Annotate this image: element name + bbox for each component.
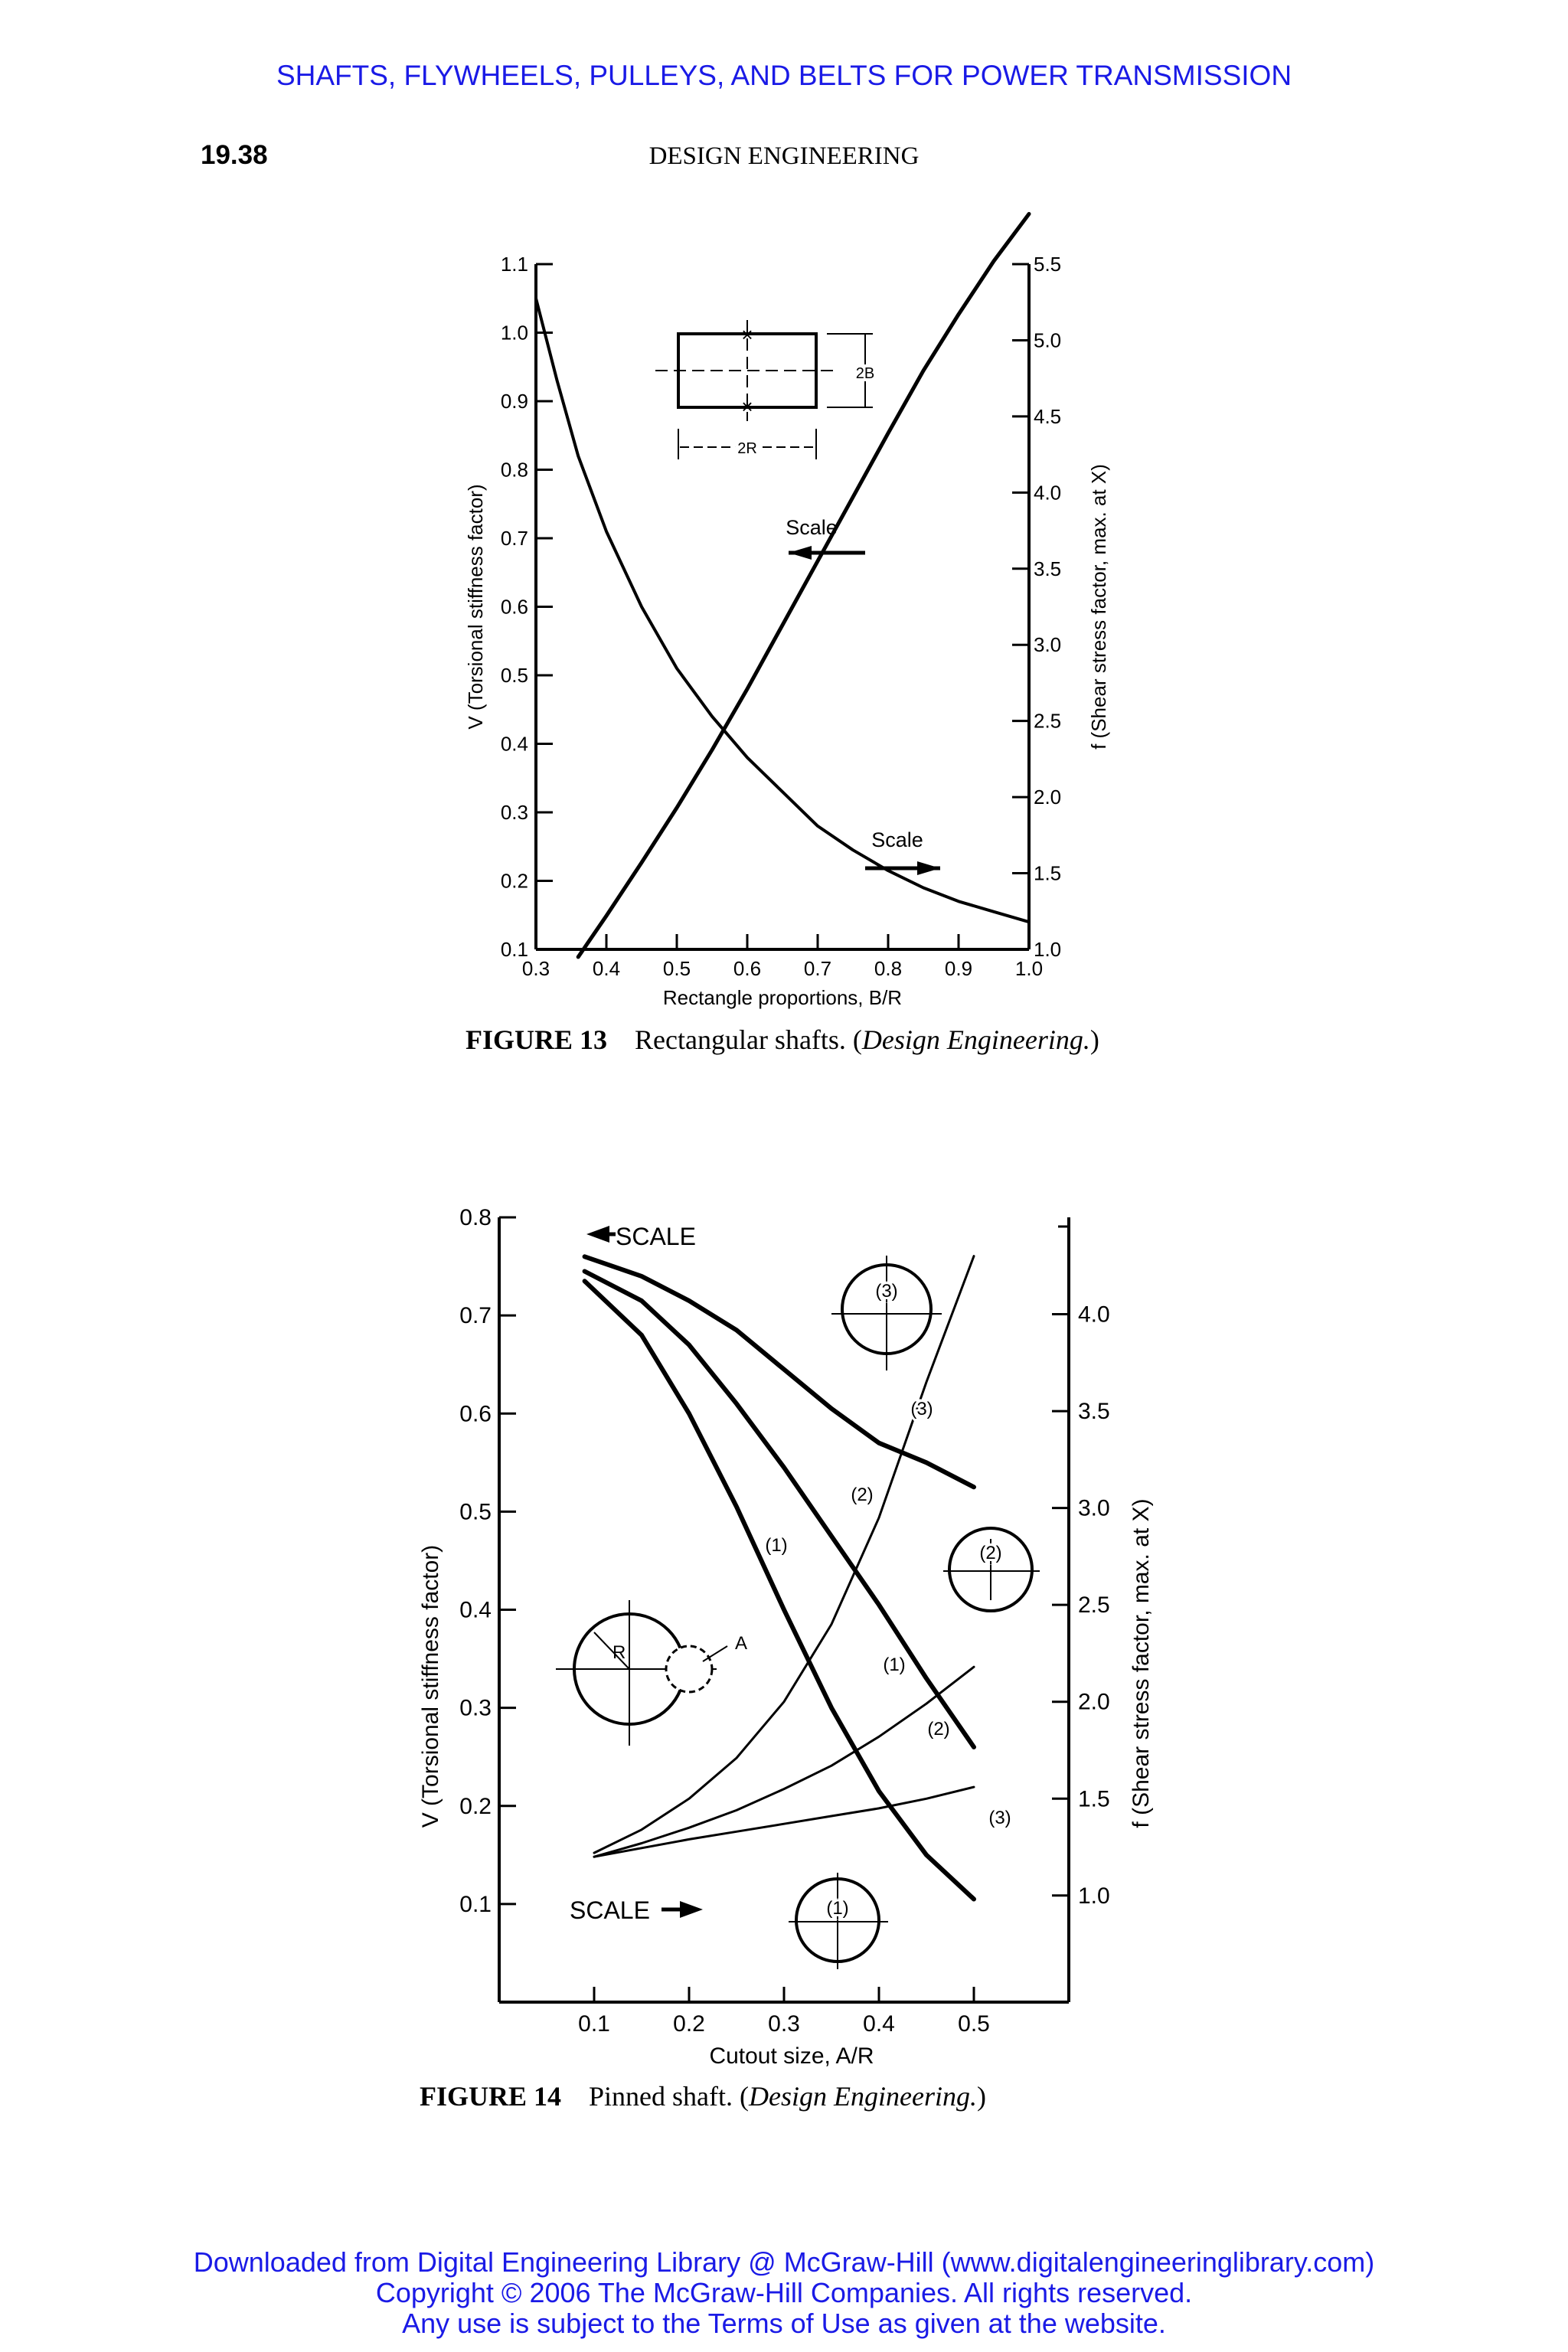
fig13-left-tick-label: 0.2 [500,869,528,893]
fig14-scale-right-label: SCALE [570,1896,650,1924]
fig14-right-tick-label: 3.5 [1078,1399,1110,1425]
fig13-x-tick-label: 0.8 [874,957,903,980]
fig13-left-tick-label: 0.6 [500,595,528,619]
fig14-right-axis-label: f (Shear stress factor, max. at X) [1129,1498,1154,1828]
figure-14-source: Design Engineering. [749,2081,977,2112]
fig14-left-tick-label: 0.6 [459,1401,492,1427]
footer-line-1: Downloaded from Digital Engineering Library @ McGraw-Hill (www.digitalengineeringlibrary.com) [193,2246,1375,2278]
fig13-x-tick-label: 0.7 [803,957,832,980]
fig14-x-tick-label: 0.2 [673,2011,705,2037]
fig13-left-tick-label: 0.9 [500,390,528,413]
fig13-x-tick-label: 0.6 [733,957,762,980]
figure-13-label: FIGURE 13 [466,1024,608,1055]
fig14-scale-right-arrow-head [680,1901,703,1918]
fig13-x-tick-label: 1.0 [1014,957,1044,980]
fig14-inset-label-a: A [735,1633,748,1654]
fig13-left-axis-label: V (Torsional stiffness factor) [464,484,487,730]
figure-14-label: FIGURE 14 [420,2081,562,2112]
fig13-right-tick-label: 1.5 [1034,861,1062,885]
figure-13-caption: FIGURE 13 Rectangular shafts. (Design Engineering.) [466,1024,1099,1055]
fig14-inset-a-leader [703,1646,727,1661]
fig13-stiffness-curve [536,299,1029,922]
fig13-x-tick-label: 0.5 [662,957,691,980]
fig13-left-tick-label: 0.5 [500,664,528,687]
fig13-right-tick-label: 4.0 [1034,481,1062,505]
fig14-right-tick-label: 3.0 [1078,1495,1110,1521]
fig13-right-tick-label: 2.0 [1034,786,1062,809]
fig13-inset-x-mark: × [741,395,753,418]
figure-13-text: Rectangular shafts. [635,1024,846,1055]
fig14-curve-label: (3) [988,1808,1011,1828]
fig13-x-tick-label: 0.9 [944,957,973,980]
fig14-curve-label: (2) [851,1485,874,1505]
fig13-stress-curve [578,214,1029,957]
fig13-x-tick-label: 0.4 [592,957,621,980]
fig14-inset-shape-3-label: (3) [875,1281,898,1302]
fig14-left-tick-label: 0.8 [459,1205,492,1230]
figure-14-caption: FIGURE 14 Pinned shaft. (Design Engineering.) [420,2081,986,2112]
fig13-inset-label-2r: 2R [737,440,757,457]
fig13-right-tick-label: 5.5 [1034,253,1062,276]
fig13-left-tick-label: 0.1 [500,938,528,961]
fig14-left-tick-label: 0.5 [459,1499,492,1525]
fig14-right-tick-label: 1.0 [1078,1883,1110,1909]
fig13-right-tick-label: 2.5 [1034,709,1062,733]
fig14-curve-left-3 [585,1281,974,1899]
fig13-scale-left-arrow-head [789,546,812,560]
fig14-inset-shape-2-label: (2) [979,1543,1002,1563]
fig14-left-tick-label: 0.3 [459,1695,492,1721]
fig13-left-tick-label: 1.1 [500,253,528,276]
fig14-x-tick-label: 0.1 [578,2011,610,2037]
fig14-left-axis-label: V (Torsional stiffness factor) [418,1544,443,1828]
fig14-curve-label: (1) [765,1535,788,1556]
footer-line-3: Any use is subject to the Terms of Use as given at the website. [402,2308,1166,2339]
fig14-left-tick-label: 0.1 [459,1891,492,1917]
fig14-left-tick-label: 0.7 [459,1303,492,1329]
running-header: SHAFTS, FLYWHEELS, PULLEYS, AND BELTS FOR POWER TRANSMISSION [276,60,1292,91]
fig13-x-tick-label: 0.3 [521,957,550,980]
fig13-scale-left-label: Scale [786,516,838,539]
fig13-x-axis-label: Rectangle proportions, B/R [662,986,903,1009]
fig14-curve-right-5 [594,1667,974,1857]
fig14-curve-label: (2) [927,1719,950,1740]
fig14-curve-label: (1) [883,1655,906,1675]
fig14-curve-left-1 [585,1256,974,1487]
fig14-inset-shape-1-label: (1) [826,1898,849,1919]
footer-line-2: Copyright © 2006 The McGraw-Hill Companies. All rights reserved. [375,2277,1193,2308]
fig14-scale-left-label: SCALE [616,1223,696,1250]
fig14-inset-label-r: R [612,1642,626,1663]
fig14-curve-label: (3) [910,1399,933,1419]
page-number: 19.38 [201,140,268,170]
fig13-right-tick-label: 5.0 [1034,328,1062,352]
fig14-x-axis-label: Cutout size, A/R [709,2043,874,2069]
fig14-x-tick-label: 0.5 [958,2011,990,2037]
figure-14-text: Pinned shaft. [589,2081,733,2112]
fig14-right-tick-label: 2.0 [1078,1689,1110,1715]
fig13-right-tick-label: 1.0 [1034,938,1062,961]
fig14-x-tick-label: 0.3 [768,2011,800,2037]
fig13-right-axis-label: f (Shear stress factor, max. at X) [1087,464,1110,750]
fig14-right-tick-label: 1.5 [1078,1786,1110,1812]
fig13-inset-label-2b: 2B [855,365,875,382]
fig13-right-tick-label: 4.5 [1034,404,1062,428]
fig13-left-tick-label: 0.4 [500,732,528,756]
footer [0,2247,1568,2339]
fig14-curve-right-6 [594,1787,974,1857]
fig14-left-tick-label: 0.4 [459,1597,492,1623]
fig14-right-tick-label: 4.0 [1078,1302,1110,1328]
fig14-left-tick-label: 0.2 [459,1793,492,1819]
fig13-left-tick-label: 0.3 [500,801,528,824]
fig13-right-tick-label: 3.5 [1034,557,1062,580]
fig13-left-tick-label: 1.0 [500,321,528,345]
fig14-x-tick-label: 0.4 [863,2011,895,2037]
fig13-left-tick-label: 0.7 [500,527,528,550]
fig14-inset-pin-circle [666,1646,712,1692]
figure-13-source: Design Engineering. [861,1024,1090,1055]
page-title: DESIGN ENGINEERING [648,142,920,170]
fig13-left-tick-label: 0.8 [500,458,528,482]
fig13-inset-x-mark: × [741,323,753,346]
fig13-right-tick-label: 3.0 [1034,633,1062,657]
fig13-scale-right-arrow-head [917,861,940,875]
fig14-right-tick-label: 2.5 [1078,1592,1110,1619]
fig13-scale-right-label: Scale [871,828,923,851]
